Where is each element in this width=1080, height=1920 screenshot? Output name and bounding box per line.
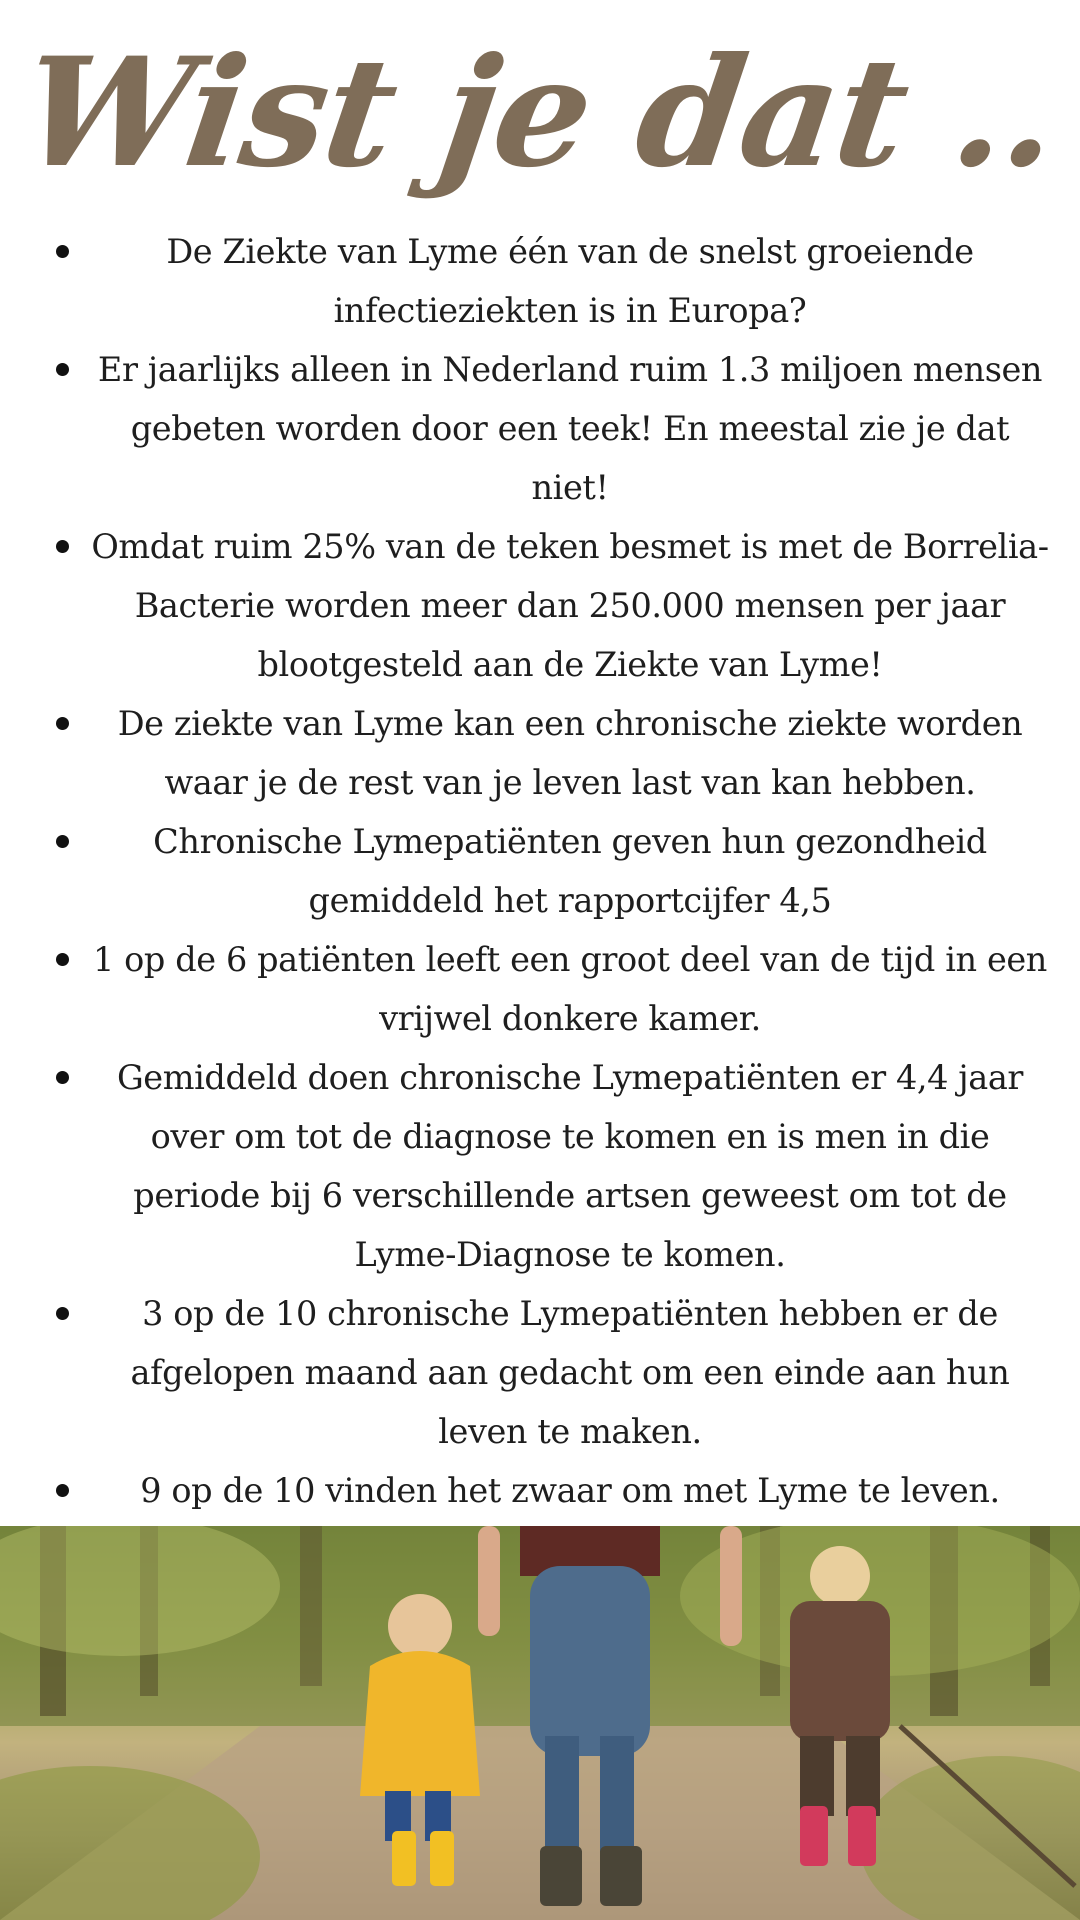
fact-text: 3 op de 10 chronische Lymepatiënten hebben er de afgelopen maand aan gedacht om een einde aan hun leven te maken. (130, 1294, 1010, 1451)
bullet-icon (56, 245, 69, 258)
bullet-icon (56, 953, 69, 966)
fact-item (0, 1284, 1080, 1461)
bullet-icon (56, 363, 69, 376)
fact-text: De ziekte van Lyme kan een chronische ziekte worden waar je de rest van je leven last van kan hebben. (117, 704, 1023, 802)
fact-item (0, 1048, 1080, 1284)
fact-item (0, 930, 1080, 1048)
family-forest-photo (0, 1526, 1080, 1920)
fact-item (0, 694, 1080, 812)
fact-text: 9 op de 10 vinden het zwaar om met Lyme te leven. (140, 1471, 1000, 1510)
fact-item (0, 517, 1080, 694)
facts-list (0, 222, 1080, 1579)
page-title: Wist je dat .. (12, 24, 1068, 201)
bullet-icon (56, 1071, 69, 1084)
fact-text: Chronische Lymepatiënten geven hun gezondheid gemiddeld het rapportcijfer 4,5 (153, 822, 987, 920)
fact-text: Omdat ruim 25% van de teken besmet is met de Borrelia-Bacterie worden meer dan 250.000 mensen per jaar blootgesteld aan de Ziekte van Lyme! (91, 527, 1049, 684)
photo-illustration (0, 1526, 1080, 1920)
fact-text: De Ziekte van Lyme één van de snelst groeiende infectieziekten is in Europa? (166, 232, 974, 330)
bullet-icon (56, 1484, 69, 1497)
fact-item (0, 340, 1080, 517)
fact-item (0, 222, 1080, 340)
fact-item (0, 812, 1080, 930)
fact-text: Er jaarlijks alleen in Nederland ruim 1.3 miljoen mensen gebeten worden door een teek! En meestal zie je dat niet! (97, 350, 1043, 507)
bullet-icon (56, 1307, 69, 1320)
bullet-icon (56, 540, 69, 553)
fact-text: 1 op de 6 patiënten leeft een groot deel van de tijd in een vrijwel donkere kamer. (93, 940, 1047, 1038)
fact-text: Gemiddeld doen chronische Lymepatiënten er 4,4 jaar over om tot de diagnose te komen en is men in die periode bij 6 verschillende artsen geweest om tot de Lyme-Diagnose te komen. (116, 1058, 1024, 1274)
bullet-icon (56, 717, 69, 730)
bullet-icon (56, 835, 69, 848)
fact-item (0, 1461, 1080, 1520)
